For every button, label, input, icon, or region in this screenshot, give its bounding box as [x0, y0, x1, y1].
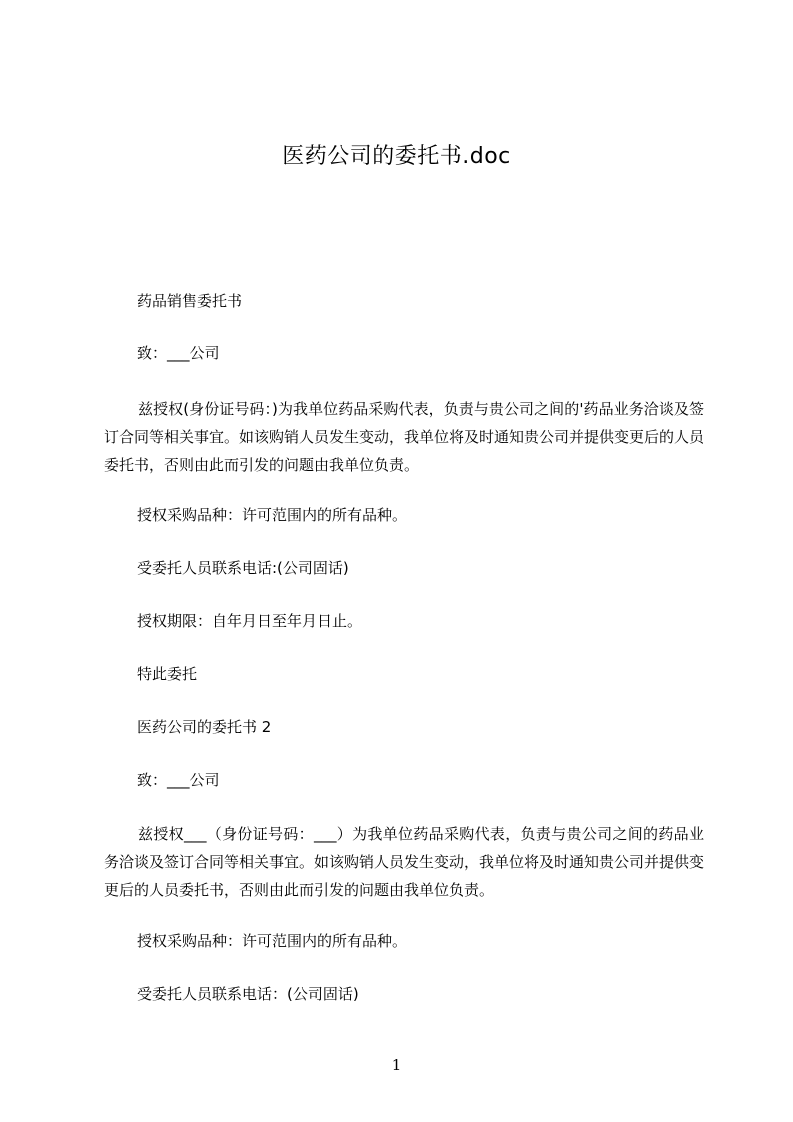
closing-line: 特此委托: [137, 665, 198, 683]
procurement-scope-line: 授权采购品种：许可范围内的所有品种。: [137, 506, 408, 524]
addressee-line-2: 致：___公司: [137, 771, 220, 789]
authorization-paragraph: 兹授权(身份证号码：)为我单位药品采购代表，负责与贵公司之间的'药品业务洽谈及签订合同等相关事宜。如该购销人员发生变动，我单位将及时通知贵公司并提供变更后的人员委托书，否则由此而引发的问题由我单位负责。: [104, 400, 705, 474]
contact-phone-line-2: 受委托人员联系电话：(公司固话): [137, 985, 359, 1003]
authorization-paragraph-2: 兹授权___（身份证号码：___）为我单位药品采购代表，负责与贵公司之间的药品业务洽谈及签订合同等相关事宜。如该购销人员发生变动，我单位将及时通知贵公司并提供变更后的人员委托书，否则由此而引发的问题由我单位负责。: [104, 825, 705, 899]
authorization-period-line: 授权期限：自年月日至年月日止。: [137, 612, 363, 630]
procurement-scope-line-2: 授权采购品种：许可范围内的所有品种。: [137, 932, 408, 950]
section-heading: 药品销售委托书: [137, 292, 243, 310]
addressee-line: 致：___公司: [137, 344, 220, 362]
section-heading-2: 医药公司的委托书 2: [137, 718, 272, 736]
document-title: 医药公司的委托书.doc: [282, 144, 511, 169]
page-number: 1: [391, 1056, 402, 1074]
contact-phone-line: 受委托人员联系电话:(公司固话): [137, 559, 349, 577]
